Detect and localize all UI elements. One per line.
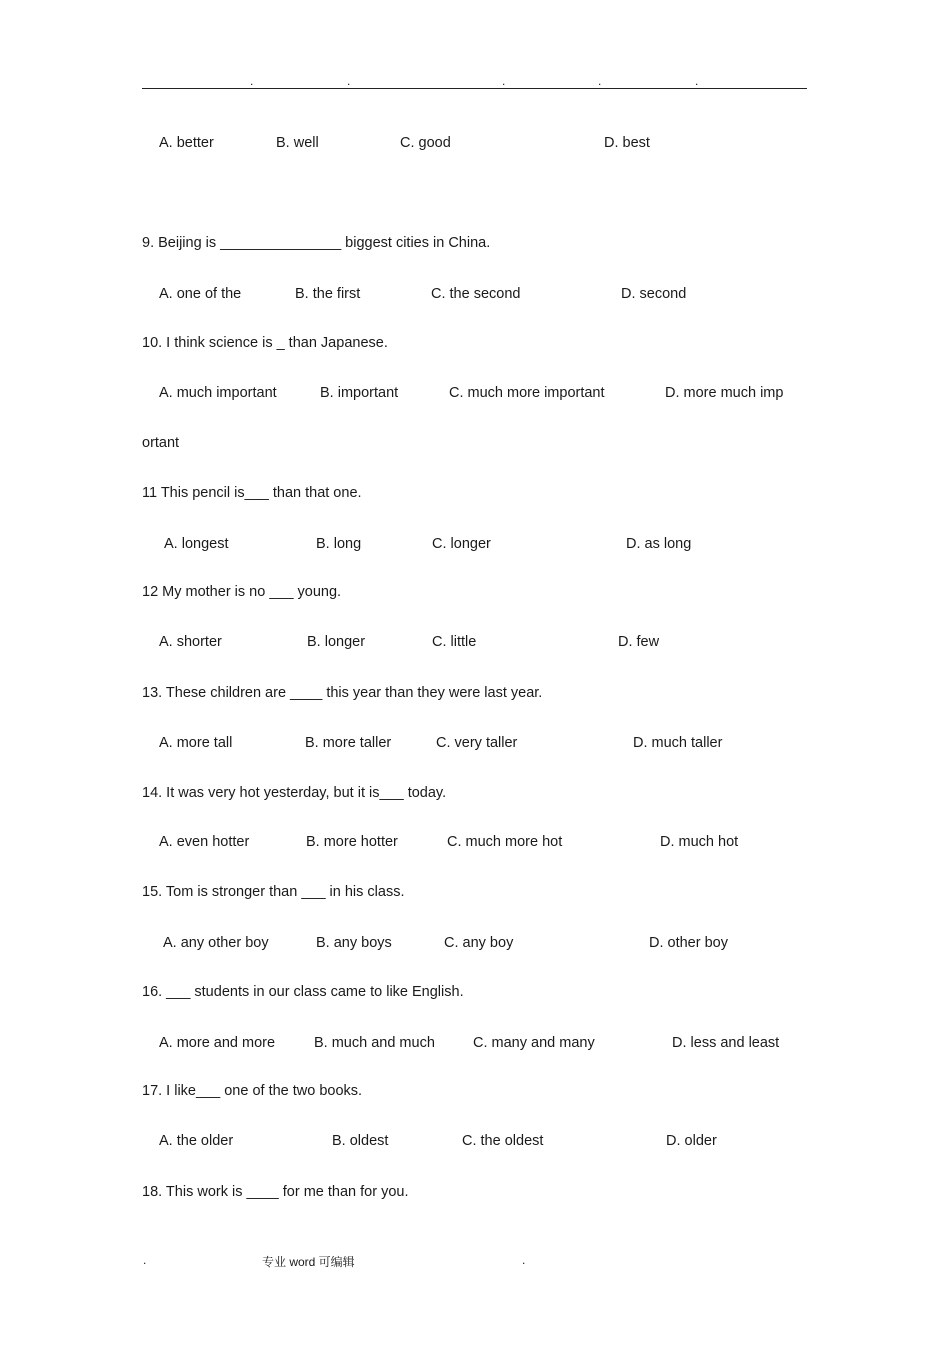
header-dot: .	[598, 74, 602, 88]
header-rule	[142, 88, 807, 89]
header-dot: .	[502, 74, 506, 88]
answer-option: B. much and much	[314, 1035, 435, 1051]
header-dot: .	[695, 74, 699, 88]
answer-option: D. much taller	[633, 735, 723, 751]
answer-option: A. more and more	[159, 1035, 276, 1051]
answer-option: C. little	[432, 634, 477, 650]
question-text: 18. This work is ____ for me than for you.	[142, 1184, 409, 1200]
answer-option: A. more tall	[159, 735, 233, 751]
answer-option: A. longest	[164, 536, 229, 552]
answer-option: C. much more hot	[447, 834, 563, 850]
answer-option: D. as long	[626, 536, 692, 552]
question-text: 14. It was very hot yesterday, but it is___ today.	[142, 785, 447, 801]
question-text: 16. ___ students in our class came to like English.	[142, 984, 464, 1000]
question-text: 11 This pencil is___ than that one.	[142, 485, 362, 501]
question-text: 17. I like___ one of the two books.	[142, 1083, 363, 1099]
footer-dot: .	[522, 1253, 526, 1267]
answer-option: B. more hotter	[306, 834, 398, 850]
answer-option: A. much important	[159, 385, 277, 401]
answer-option: C. the oldest	[462, 1133, 544, 1149]
question-text: 10. I think science is _ than Japanese.	[142, 335, 388, 351]
answer-option: A. shorter	[159, 634, 222, 650]
question-text: 12 My mother is no ___ young.	[142, 584, 342, 600]
answer-option: D. few	[618, 634, 660, 650]
answer-option: B. oldest	[332, 1133, 389, 1149]
header-dot: .	[250, 74, 254, 88]
answer-option: B. important	[320, 385, 399, 401]
answer-option: D. older	[666, 1133, 717, 1149]
answer-option: C. good	[400, 135, 451, 151]
answer-option: D. other boy	[649, 935, 728, 951]
answer-option: C. the second	[431, 286, 521, 302]
answer-option: B. longer	[307, 634, 366, 650]
question-text: 13. These children are ____ this year than they were last year.	[142, 685, 543, 701]
footer-label: 专业 word 可编辑	[262, 1255, 355, 1269]
footer-dot: .	[143, 1253, 147, 1267]
header-dot: .	[347, 74, 351, 88]
answer-option: A. even hotter	[159, 834, 250, 850]
answer-option: C. many and many	[473, 1035, 595, 1051]
answer-option: A. one of the	[159, 286, 242, 302]
answer-option: B. more taller	[305, 735, 392, 751]
answer-option: ortant	[142, 435, 180, 451]
answer-option: D. second	[621, 286, 687, 302]
answer-option: A. better	[159, 135, 214, 151]
answer-option: D. best	[604, 135, 650, 151]
question-text: 15. Tom is stronger than ___ in his class.	[142, 884, 405, 900]
question-text: 9. Beijing is _______________ biggest cities in China.	[142, 235, 491, 251]
answer-option: C. very taller	[436, 735, 518, 751]
answer-option: D. much hot	[660, 834, 739, 850]
answer-option: A. any other boy	[163, 935, 269, 951]
answer-option: B. the first	[295, 286, 361, 302]
answer-option: B. any boys	[316, 935, 392, 951]
answer-option: C. any boy	[444, 935, 514, 951]
answer-option: A. the older	[159, 1133, 234, 1149]
answer-option: D. less and least	[672, 1035, 780, 1051]
answer-option: C. much more important	[449, 385, 605, 401]
answer-option: B. long	[316, 536, 362, 552]
answer-option: D. more much imp	[665, 385, 784, 401]
answer-option: B. well	[276, 135, 319, 151]
answer-option: C. longer	[432, 536, 491, 552]
